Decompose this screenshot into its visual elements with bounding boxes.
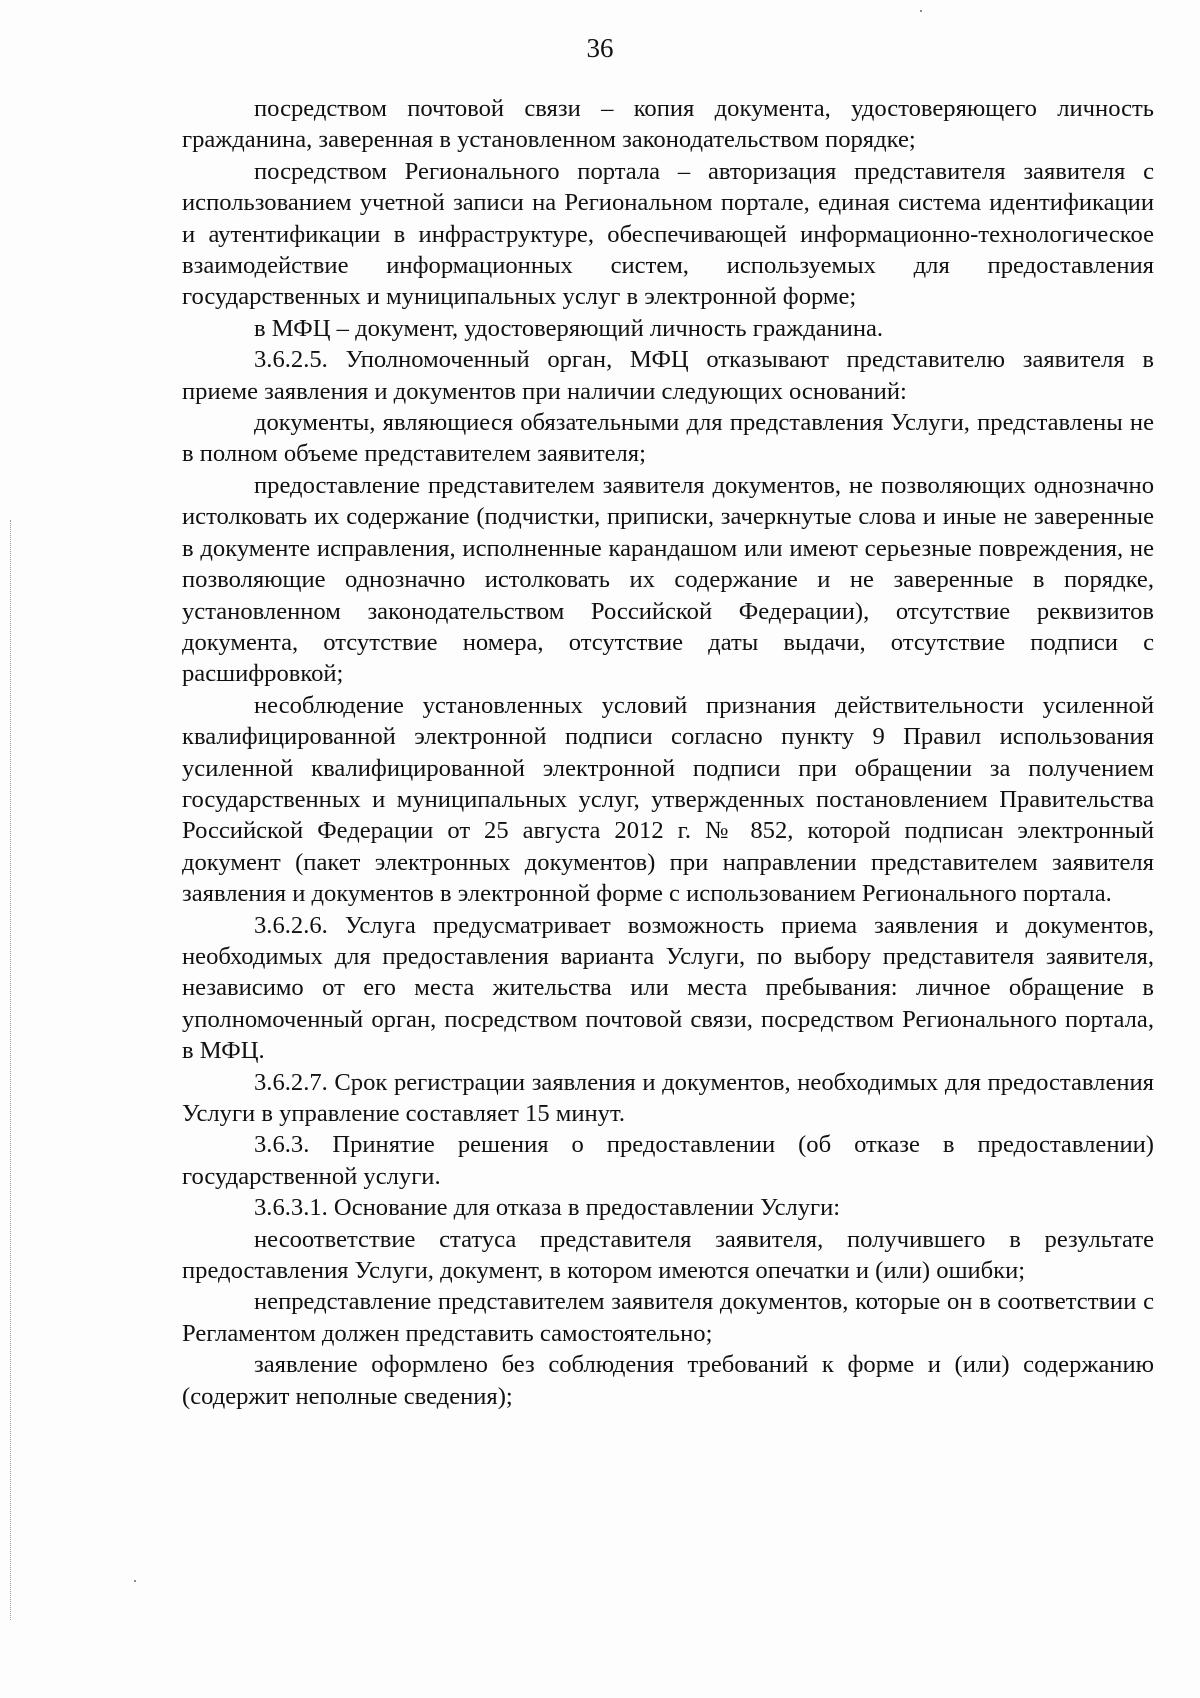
paragraph: 3.6.2.7. Срок регистрации заявления и документов, необходимых для предоставления Услуги в управление составляет 15 минут.	[182, 1068, 1154, 1127]
paragraph: в МФЦ – документ, удостоверяющий личность гражданина.	[254, 314, 884, 342]
paragraph: несоблюдение установленных условий признания действительности усиленной квалифицированной электронной подписи согласно пункту 9 Правил использования усиленной квалифицированной электронной подписи при обращении за получением государственных и муниципальных услуг, утвержденных постановлением Правительства Российской Федерации от 25 августа 2012 г. № 852, которой подписан электронный документ (пакет электронных документов) при направлении представителем заявителя заявления и документов в электронной форме с использованием Регионального портала.	[182, 691, 1154, 908]
paragraph: посредством почтовой связи – копия документа, удостоверяющего личность гражданина, заверенная в установленном законодательством порядке;	[182, 95, 1154, 154]
paragraph: несоответствие статуса представителя заявителя, получившего в результате предоставления Услуги, документ, в котором имеются опечатки и (или) ошибки;	[182, 1225, 1154, 1285]
scan-speck	[920, 10, 922, 12]
scan-speck	[134, 1580, 136, 1582]
scan-edge-artifact	[10, 520, 12, 1620]
document-body	[182, 93, 1154, 1412]
paragraph: 3.6.2.5. Уполномоченный орган, МФЦ отказывают представителю заявителя в приеме заявления и документов при наличии следующих оснований:	[182, 346, 1154, 405]
page-number: 36	[586, 33, 614, 63]
paragraph: 3.6.2.6. Услуга предусматривает возможность приема заявления и документов, необходимых для предоставления варианта Услуги, по выбору представителя заявителя, независимо от его места жительства или места пребывания: личное обращение в уполномоченный орган, посредством почтовой связи, посредством Регионального портала, в МФЦ.	[182, 911, 1154, 1065]
paragraph: предоставление представителем заявителя документов, не позволяющих однозначно истолковать их содержание (подчистки, приписки, зачеркнутые слова и иные не заверенные в документе исправления, исполненные карандашом или имеют серьезные повреждения, не позволяющие однозначно истолковать их содержание и не заверенные в порядке, установленном законодательством Российской Федерации), отсутствие реквизитов документа, отсутствие номера, отсутствие даты выдачи, отсутствие подписи с расшифровкой;	[182, 471, 1154, 688]
paragraph: документы, являющиеся обязательными для представления Услуги, представлены не в полном объеме представителем заявителя;	[182, 409, 1154, 468]
paragraph: 3.6.3. Принятие решения о предоставлении (об отказе в предоставлении) государственной услуги.	[182, 1131, 1154, 1190]
paragraph: 3.6.3.1. Основание для отказа в предоставлении Услуги:	[254, 1194, 841, 1222]
paragraph: посредством Регионального портала – авторизация представителя заявителя с использованием учетной записи на Региональном портале, единая система идентификации и аутентификации в инфраструктуре, обеспечивающей информационно-технологическое взаимодействие информационных систем, используемых для предоставления государственных и муниципальных услуг в электронной форме;	[182, 157, 1154, 311]
paragraph: заявление оформлено без соблюдения требований к форме и (или) содержанию (содержит неполные сведения);	[182, 1351, 1154, 1410]
paragraph: непредставление представителем заявителя документов, которые он в соответствии с Регламентом должен представить самостоятельно;	[182, 1288, 1154, 1347]
